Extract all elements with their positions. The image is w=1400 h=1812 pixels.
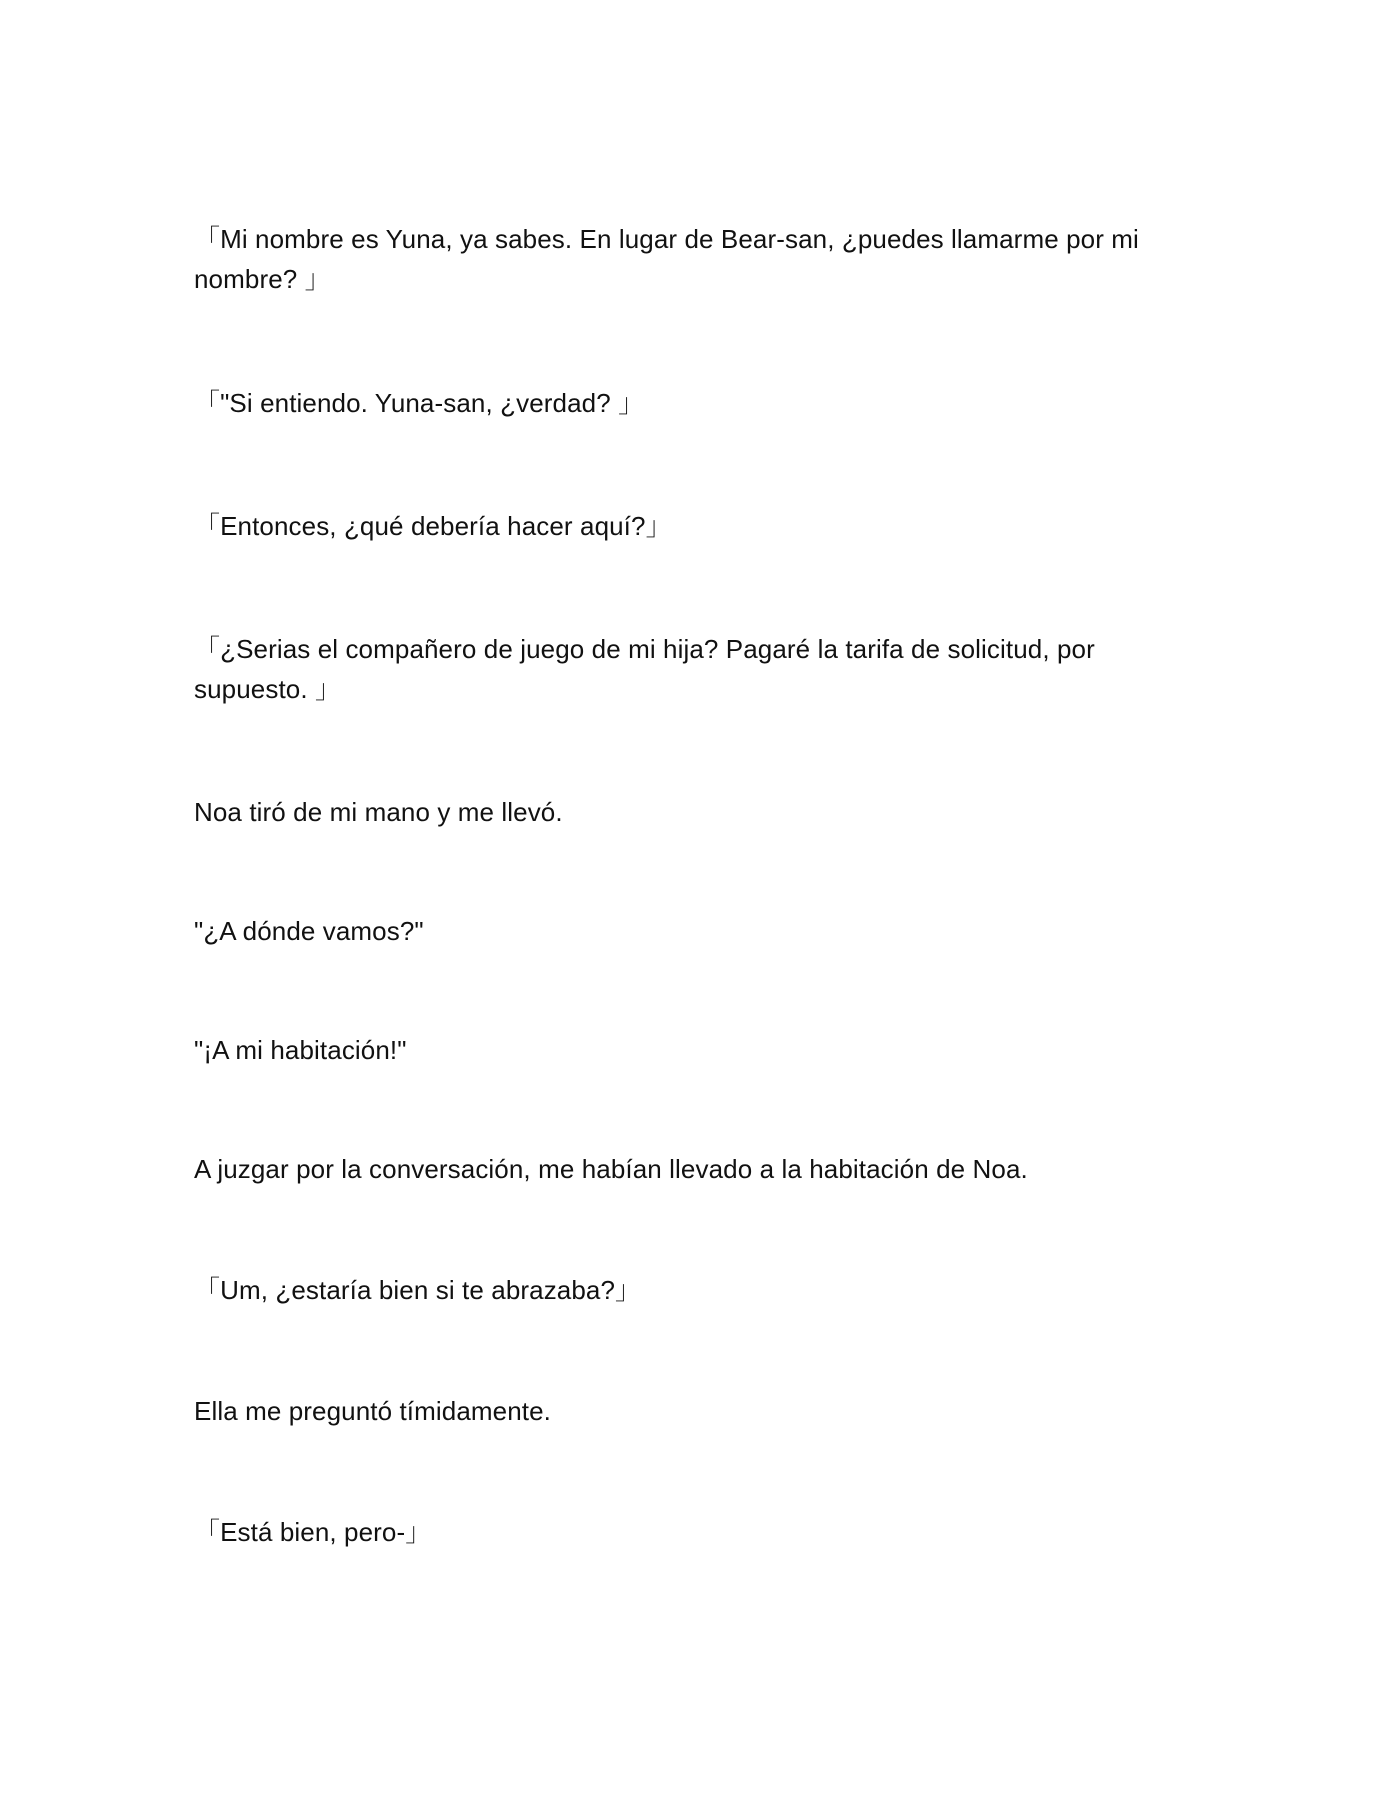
paragraph-where-going: "¿A dónde vamos?" <box>194 916 424 946</box>
paragraph-noa-pulled-hand: Noa tiró de mi mano y me llevó. <box>194 797 563 827</box>
paragraph-what-to-do: 「Entonces, ¿qué debería hacer aquí?」 <box>194 511 672 541</box>
paragraph-hug-question: 「Um, ¿estaría bien si te abrazaba?」 <box>194 1275 642 1305</box>
paragraph-yuna-name-request: 「Mi nombre es Yuna, ya sabes. En lugar de Bear-san, ¿puedes llamarme por mi nombre? 」 <box>194 224 1139 294</box>
paragraph-playmate-request: 「¿Serias el compañero de juego de mi hija? Pagaré la tarifa de solicitud, por supuesto. 」 <box>194 634 1095 704</box>
paragraph-okay-but: 「Está bien, pero-」 <box>194 1517 432 1547</box>
paragraph-shyly-asked: Ella me preguntó tímidamente. <box>194 1396 551 1426</box>
paragraph-yuna-san-confirm: 「"Si entiendo. Yuna-san, ¿verdad? 」 <box>194 388 645 418</box>
paragraph-my-room: "¡A mi habitación!" <box>194 1035 407 1065</box>
paragraph-noa-room: A juzgar por la conversación, me habían llevado a la habitación de Noa. <box>194 1154 1028 1184</box>
